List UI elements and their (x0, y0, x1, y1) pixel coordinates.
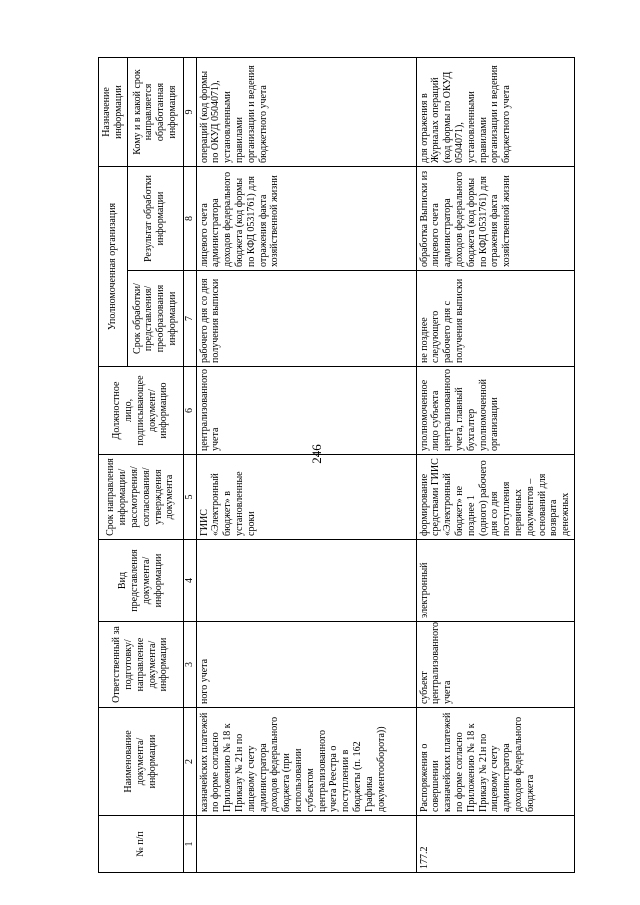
term-cell: формирование средствами ГИИС «Электронный бюджет» не позднее 1 (одного) рабочего дня со дня поступления первичных документов – оснований для возврата денежных (416, 455, 574, 540)
column-numbers-row (183, 57, 196, 872)
result-cell: обработка Выписки из лицевого счета администратора доходов федерального бюджета (код формы по КФД 0531761) для отражения факта хозяйственной жизни (416, 166, 574, 270)
row-number: 177.2 (416, 816, 574, 873)
row-number (196, 816, 416, 873)
header-result: Результат обработки информации (127, 166, 183, 270)
header-presentation-type: Вид представления документа/ информации (99, 540, 184, 622)
page-number: 246 (309, 444, 324, 464)
table-row (416, 57, 574, 872)
table-row (196, 57, 416, 872)
header-number: № п/п (99, 816, 184, 873)
header-official: Должностное лицо, подписывающее документ/ информацию (99, 367, 184, 455)
column-number: 3 (183, 622, 196, 708)
processing-term-cell: рабочего дня со дня получения выписки (196, 271, 416, 367)
type-cell (196, 540, 416, 622)
header-purpose: Назначение информации (99, 57, 128, 166)
column-number: 6 (183, 367, 196, 455)
document-name-cell: казначейских платежей по форме согласно Приложению № 18 к Приказу № 21н по лицевому счету администратора доходов федерального бюджета (при использовании субъектом централизованного учета Реестра о поступлении в бюджеты (п. 162 Графика документооборота)) (196, 708, 416, 816)
column-number: 7 (183, 271, 196, 367)
header-term: Срок направления информации/ рассмотрения/ согласования/ утверждения документа (99, 455, 184, 540)
document-table (98, 57, 575, 873)
column-number: 8 (183, 166, 196, 270)
column-number: 5 (183, 455, 196, 540)
recipient-cell: операций (код формы по ОКУД 0504071), установленными правилами организации и ведения бюджетного учета (196, 57, 416, 166)
document-name-cell: Распоряжения о совершении казначейских платежей по форме согласно Приложению № 18 к Приказу № 21н по лицевому счету администратора доходов федерального бюджета (416, 708, 574, 816)
column-number: 1 (183, 816, 196, 873)
header-authorized-organization: Уполномоченная организация (99, 166, 128, 366)
responsible-cell: ного учета (196, 622, 416, 708)
term-cell: ГИИС «Электронный бюджет» в установленные сроки (196, 455, 416, 540)
rotated-page-content (98, 58, 574, 873)
type-cell: электронный (416, 540, 574, 622)
official-cell: уполномоченное лицо субъекта централизованного учета, главный бухгалтер уполномоченной организации (416, 367, 574, 455)
responsible-cell: субъект централизованного учета (416, 622, 574, 708)
official-cell: централизованного учета (196, 367, 416, 455)
result-cell: лицевого счета администратора доходов федерального бюджета (код формы по КФД 0531761) для отражения факта хозяйственной жизни (196, 166, 416, 270)
column-number: 4 (183, 540, 196, 622)
column-number: 9 (183, 57, 196, 166)
column-number: 2 (183, 708, 196, 816)
header-processing-term: Срок обработки/ представления/ преобразования информации (127, 271, 183, 367)
recipient-cell: для отражения в Журналах операций (код формы по ОКУД 0504071), установленными правилами организации и ведения бюджетного учета (416, 57, 574, 166)
processing-term-cell: не позднее следующего рабочего дня с получения выписки (416, 271, 574, 367)
header-recipient: Кому и в какой срок направляется обработанная информация (127, 57, 183, 166)
header-responsible: Ответственный за подготовку/ направление документа/ информации (99, 622, 184, 708)
header-document-name: Наименование документа/ информации (99, 708, 184, 816)
